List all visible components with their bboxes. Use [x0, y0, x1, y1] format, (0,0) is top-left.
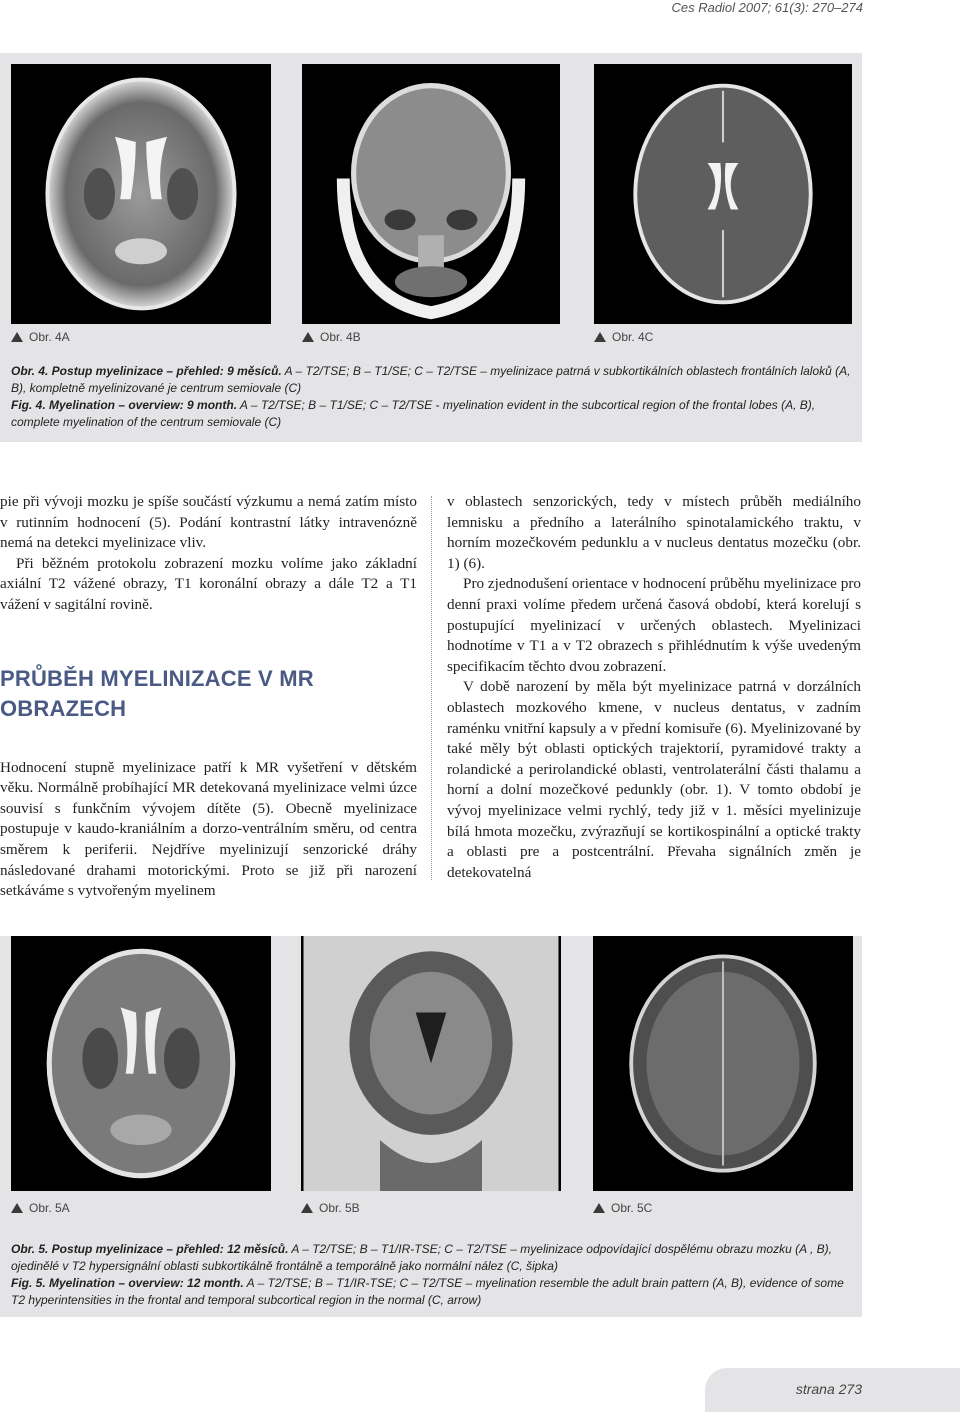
caption-cs: Obr. 5. Postup myelinizace – přehled: 12 měsíců. A – T2/TSE; B – T1/IR-TSE; C – T2/TSE – myelinizace odpovídající dospělému obrazu mozku (A , B), ojedinělé v T2 hypersignální oblasti subkortikálně frontálně a temporálně jako normální nález (C, šipka): [11, 1242, 832, 1273]
figure-5-panel: [0, 936, 862, 1317]
triangle-marker-icon: [301, 1203, 313, 1213]
caption-en: Fig. 4. Myelination – overview: 9 month. A – T2/TSE; B – T1/SE; C – T2/TSE - myelination evident in the subcortical region of the frontal lobes (A, B), complete myelination of the centrum semiovale (C): [11, 398, 816, 429]
triangle-marker-icon: [594, 332, 606, 342]
mri-image-5c: [593, 936, 853, 1191]
mri-image-4b: [302, 64, 560, 324]
figure-4-caption: [11, 363, 856, 431]
caption-cs: Obr. 4. Postup myelinizace – přehled: 9 měsíců. A – T2/TSE; B – T1/SE; C – T2/TSE – myelinizace patrná v subkortikálních oblastech frontálních laloků (A, B), kompletně myelinizované je centrum semiovale (C): [11, 364, 851, 395]
triangle-marker-icon: [302, 332, 314, 342]
fig4b-label: Obr. 4B: [302, 330, 361, 344]
header-citation: Ces Radiol 2007; 61(3): 270–274: [671, 0, 863, 15]
figure-4-panel: [0, 53, 862, 442]
mri-image-4c: [594, 64, 852, 324]
text-column-left: [0, 492, 417, 902]
figure-5-caption: [11, 1241, 856, 1309]
paragraph: V době narození by měla být myelinizace patrná v dorzálních oblastech mozkového kmene, v nucleus dentatus, v zadním raménku vnitřní kapsuly a v přední komisuře (6). Myelinizované by také měly být oblasti optických trajektorií, pyramidové trakty a rolandické a perirolandické oblasti, ventrolaterální části thalamu a horní a dolní mozečkové pedunkly (obr. 1). V tomto období je vývoj myelinizace velmi rychlý, tedy již v 1. měsíci myelinizuje bílá hmota mozečku, zvýrazňují se kortikospinální a optické trakty a oblasti pre a postcentrální. Převaha signálních změn je detekovatelná: [447, 678, 861, 881]
caption-en: Fig. 5. Myelination – overview: 12 month. A – T2/TSE; B – T1/IR-TSE; C – T2/TSE – myelination resemble the adult brain pattern (A, B), evidence of some T2 hyperintensities in the frontal and temporal subcortical region in the normal (C, arrow): [11, 1276, 844, 1307]
page-number: strana 273: [795, 1381, 862, 1397]
triangle-marker-icon: [11, 1203, 23, 1213]
paragraph: pie při vývoji mozku je spíše součástí výzkumu a nemá zatím místo v rutinním hodnocení (5). Podání kontrastní látky intravenózně nemá na detekci myelinizace vliv.: [0, 493, 417, 552]
text-column-right: [447, 492, 861, 883]
fig5a-label: Obr. 5A: [11, 1201, 70, 1215]
fig4c-label: Obr. 4C: [594, 330, 653, 344]
fig5b-label: Obr. 5B: [301, 1201, 360, 1215]
mri-image-5a: [11, 936, 271, 1191]
fig4a-label: Obr. 4A: [11, 330, 70, 344]
fig5c-label: Obr. 5C: [593, 1201, 652, 1215]
mri-image-5b: [301, 936, 561, 1191]
column-divider: [431, 496, 432, 880]
paragraph: Pro zjednodušení orientace v hodnocení průběhu myelinizace pro denní praxi volíme předem určená časová období, která korelují s postupující myelinizací v určených oblastech. Myelinizaci hodnotíme v T1 a v T2 obrazech s přihlédnutím k výše uvedeným specifikacím těchto dvou zobrazení.: [447, 575, 861, 675]
mri-image-4a: [11, 64, 271, 324]
paragraph: Při běžném protokolu zobrazení mozku volíme jako základní axiální T2 vážené obrazy, T1 koronální obrazy a dále T2 a T1 vážení v sagitální rovině.: [0, 554, 417, 613]
section-heading: PRŮBĚH MYELINIZACE V MR OBRAZECH: [0, 665, 314, 721]
triangle-marker-icon: [11, 332, 23, 342]
paragraph: v oblastech senzorických, tedy v místech průběh mediálního lemnisku a předního a laterálního spinotalamického traktu, v horním mozečkovém pedunklu a v nucleus dentatus mozečku (obr. 1) (6).: [447, 493, 861, 572]
paragraph: Hodnocení stupně myelinizace patří k MR vyšetření v dětském věku. Normálně probíhající MR detekovaná myelinizace velmi úzce souvisí s funkčním vývojem dítěte (5). Obecně myelinizace postupuje v kaudo-kraniálním a dorzo-ventrálním směru, od centra směrem k periferii. Nejdříve myelinizují senzorické dráhy následované drahami motorickými. Proto se již při narození setkáváme s vytvořeným myelinem: [0, 758, 417, 900]
triangle-marker-icon: [593, 1203, 605, 1213]
